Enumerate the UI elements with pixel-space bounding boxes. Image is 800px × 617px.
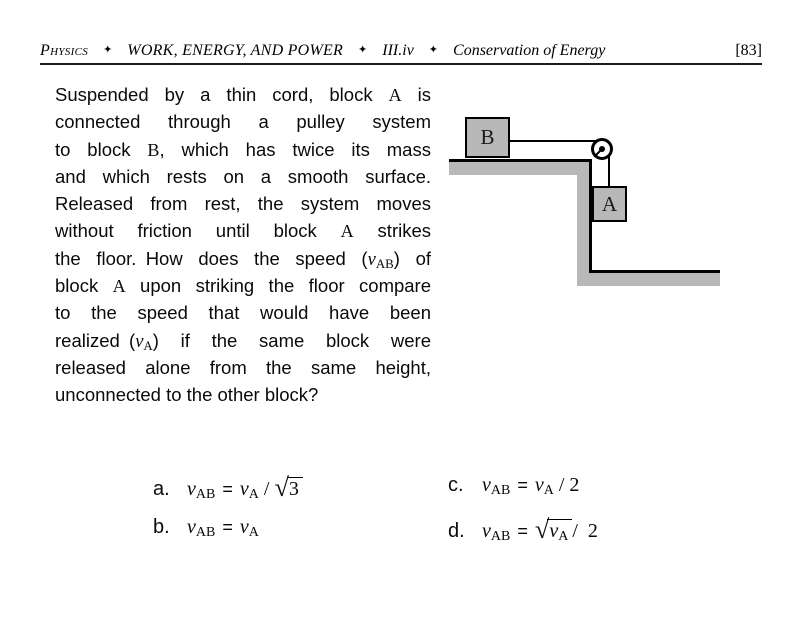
option-d-label: d. bbox=[448, 520, 465, 542]
text-line: block A upon striking the floor compare bbox=[55, 275, 432, 297]
header-section-number: III.iv bbox=[382, 42, 414, 59]
option-c bbox=[448, 474, 743, 516]
floor-edge bbox=[589, 270, 720, 273]
sqrt-radical: √3 bbox=[274, 478, 302, 500]
block-b-label: B bbox=[480, 125, 495, 149]
option-c-label: c. bbox=[448, 474, 464, 496]
option-a-formula: vAB = vA / √3 bbox=[187, 474, 303, 503]
table-surface bbox=[449, 162, 591, 175]
option-b bbox=[153, 516, 448, 558]
diamond-separator-icon: ✦ bbox=[428, 44, 439, 56]
pulley-system-diagram bbox=[440, 80, 760, 295]
pulley-icon bbox=[591, 138, 613, 160]
text-line: without friction until block A strikes bbox=[55, 220, 431, 242]
text-line: and which rests on a smooth surface. bbox=[55, 165, 431, 187]
text-line: to block B, which has twice its mass bbox=[55, 138, 431, 160]
header-chapter-title: WORK, ENERGY, AND POWER bbox=[127, 42, 344, 59]
sqrt-radical: √vA bbox=[535, 520, 573, 542]
table-surface-edge bbox=[449, 159, 591, 162]
problem-statement bbox=[55, 81, 431, 409]
option-a-label: a. bbox=[153, 478, 170, 500]
page-number: [83] bbox=[735, 42, 762, 59]
running-header bbox=[40, 42, 762, 60]
option-d-formula: vAB = √vA / 2 bbox=[482, 514, 598, 545]
cord-horizontal bbox=[508, 140, 602, 142]
block-a bbox=[592, 186, 627, 222]
block-a-label: A bbox=[601, 191, 618, 216]
floor bbox=[577, 273, 720, 286]
option-b-formula: vAB = vA bbox=[187, 516, 259, 541]
text-line: released alone from the same height, bbox=[55, 356, 431, 378]
header-subject: Physics bbox=[40, 42, 89, 59]
diamond-separator-icon: ✦ bbox=[103, 44, 113, 56]
diamond-separator-icon: ✦ bbox=[358, 44, 368, 56]
header-topic: Conservation of Energy bbox=[453, 42, 606, 59]
header-rule bbox=[40, 63, 762, 65]
options-row-1 bbox=[153, 474, 743, 516]
text-line: realized (vA) if the same block were bbox=[55, 329, 431, 353]
text-line: connected through a pulley system bbox=[55, 111, 431, 133]
option-d bbox=[448, 516, 743, 558]
option-c-formula: vAB = vA / 2 bbox=[482, 474, 580, 499]
text-line: to the speed that would have been bbox=[55, 302, 431, 324]
pulley-axle bbox=[599, 146, 605, 152]
text-line: Suspended by a thin cord, block A is bbox=[55, 84, 432, 105]
text-line: Released from rest, the system moves bbox=[55, 193, 431, 215]
options-row-2 bbox=[153, 516, 743, 558]
option-a bbox=[153, 474, 448, 516]
text-line: unconnected to the other block? bbox=[55, 384, 319, 406]
option-b-label: b. bbox=[153, 516, 170, 538]
answer-options bbox=[153, 474, 743, 558]
block-b bbox=[465, 117, 510, 158]
text-line: the floor. How does the speed (vAB) of bbox=[55, 247, 432, 271]
